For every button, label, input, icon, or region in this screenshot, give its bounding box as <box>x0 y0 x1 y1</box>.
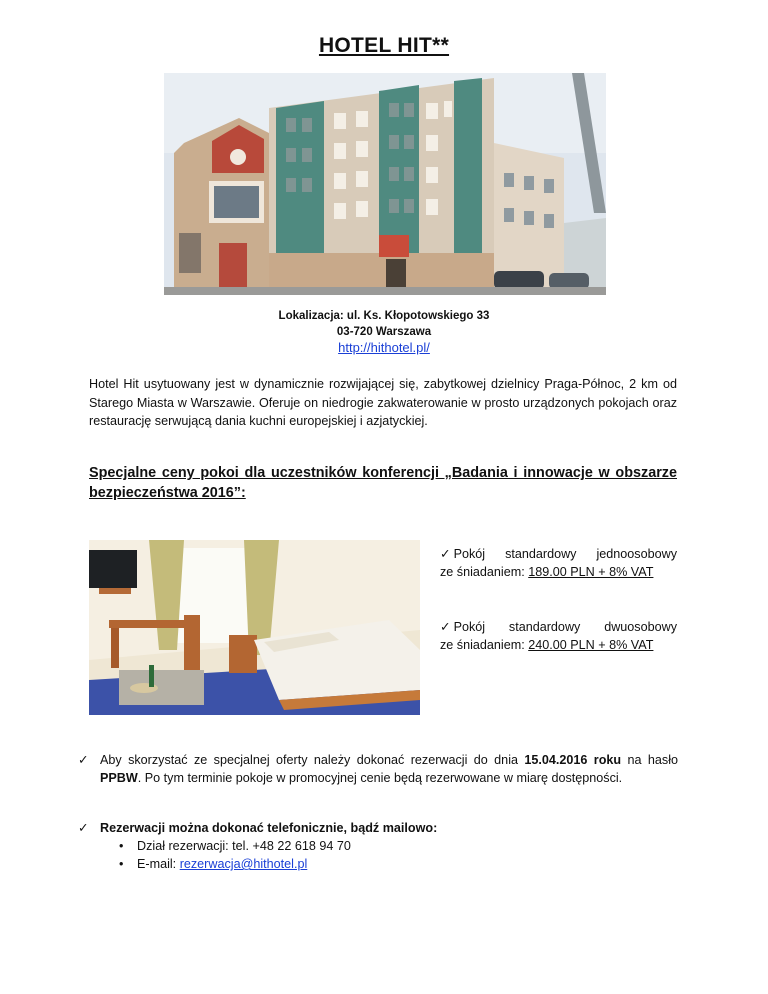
contact-heading: Rezerwacji można dokonać telefonicznie, bądź mailowo: <box>100 821 438 835</box>
contact-phone: • Dział rezerwacji: tel. +48 22 618 94 70 <box>119 837 678 855</box>
check-icon: ✓ <box>78 753 89 767</box>
room-offer-single <box>440 545 677 581</box>
reservation-note <box>78 751 678 787</box>
room-label: Pokój standardowy dwuosobowy <box>453 620 677 634</box>
hotel-building-photo <box>164 73 606 295</box>
email-label: E-mail: <box>137 857 180 871</box>
reservation-password: PPBW <box>100 771 138 785</box>
breakfast-label: ze śniadaniem: <box>440 638 529 652</box>
offer-heading: Specjalne ceny pokoi dla uczestników konferencji „Badania i innowacje w obszarze bezpieczeństwa 2016”: <box>89 465 677 501</box>
email-link[interactable]: rezerwacja@hithotel.pl <box>179 857 308 871</box>
reservation-text-2: na hasło <box>621 753 678 767</box>
room-offer-double <box>440 618 677 654</box>
reservation-text-3: . Po tym terminie pokoje w promocyjnej cenie będą rezerwowane w miarę dostępności. <box>137 771 623 785</box>
room-price: 240.00 PLN + 8% VAT <box>528 638 654 652</box>
room-price: 189.00 PLN + 8% VAT <box>528 565 654 579</box>
address-line: Lokalizacja: ul. Ks. Kłopotowskiego 33 <box>278 310 490 322</box>
contact-email-item <box>119 855 678 873</box>
reservation-deadline: 15.04.2016 roku <box>524 753 622 767</box>
location-block <box>0 308 768 357</box>
contact-block <box>78 819 678 873</box>
page-title: HOTEL HIT** <box>318 34 450 57</box>
city-line: 03-720 Warszawa <box>336 326 432 338</box>
check-icon: ✓ <box>440 547 451 561</box>
check-icon: ✓ <box>440 620 451 634</box>
check-icon: ✓ <box>78 821 89 835</box>
breakfast-label: ze śniadaniem: <box>440 565 529 579</box>
room-label: Pokój standardowy jednoosobowy <box>453 547 677 561</box>
hotel-website-link[interactable]: http://hithotel.pl/ <box>338 340 430 355</box>
intro-paragraph: Hotel Hit usytuowany jest w dynamicznie rozwijającej się, zabytkowej dzielnicy Praga-Północ, 2 km od Starego Miasta w Warszawie. Oferuje on niedrogie zakwaterowanie w prosto urządzonych pokojach oraz restaurację serwującą dania kuchni europejskiej i azjatyckiej. <box>89 377 677 428</box>
contact-list <box>119 837 678 873</box>
reservation-text-1: Aby skorzystać ze specjalnej oferty należy dokonać rezerwacji do dnia <box>100 753 525 767</box>
hotel-room-photo <box>89 540 420 715</box>
